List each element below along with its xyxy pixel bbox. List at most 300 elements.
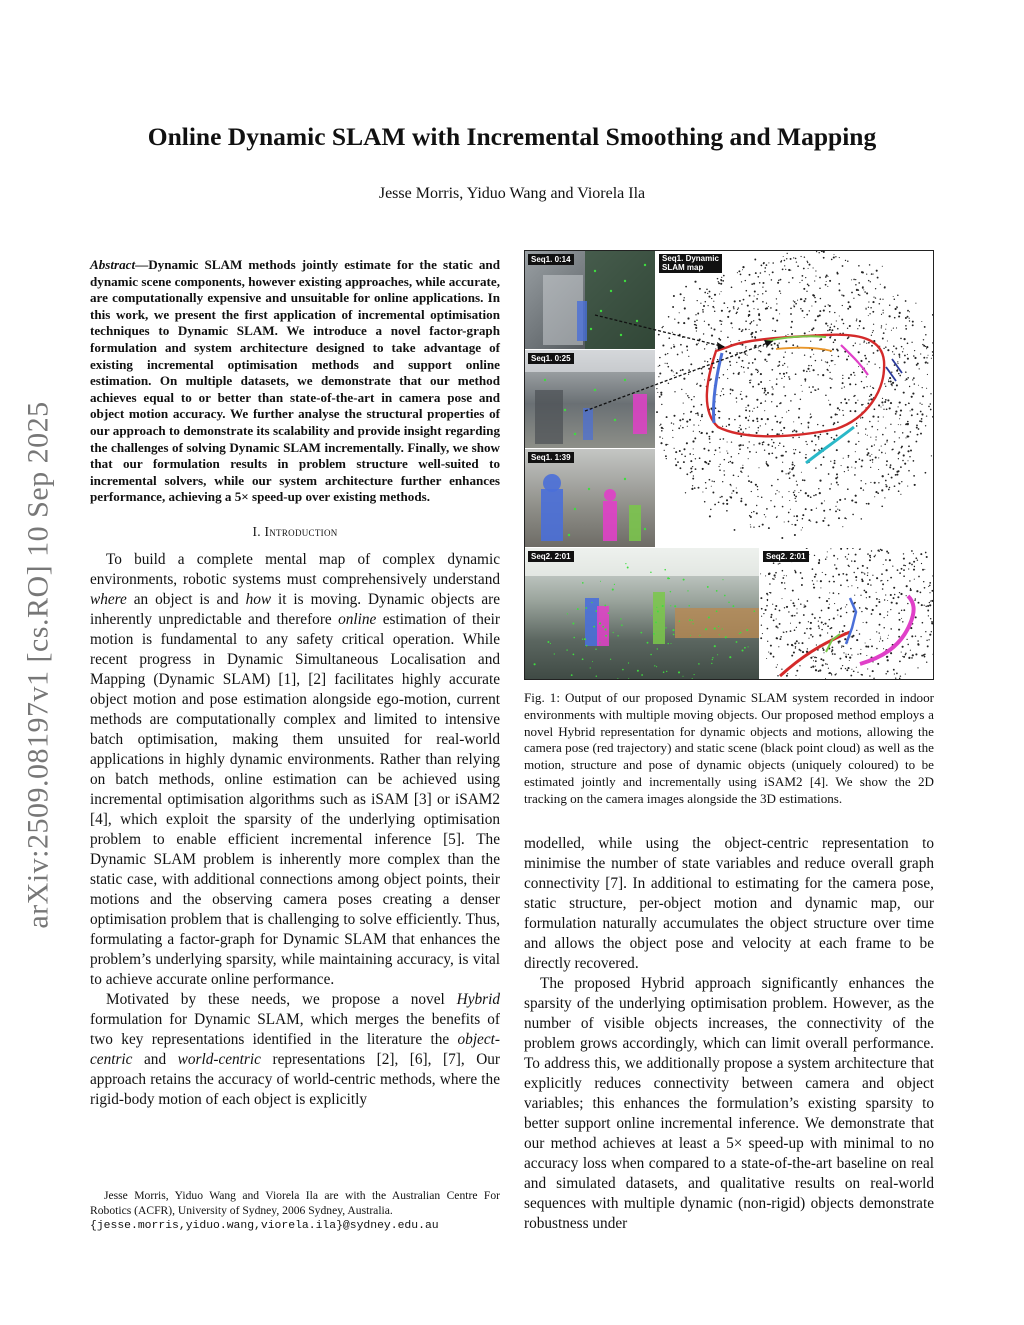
- map-point: [858, 289, 860, 291]
- map-point: [910, 410, 911, 411]
- map-point: [856, 423, 857, 424]
- map-point: [757, 486, 758, 487]
- map-point: [855, 343, 856, 344]
- map-point: [855, 284, 857, 286]
- map-point: [816, 657, 817, 658]
- map-point: [872, 459, 874, 461]
- map-point: [679, 450, 681, 452]
- map-point: [887, 615, 888, 616]
- map-point: [903, 575, 905, 577]
- map-point: [788, 472, 790, 474]
- map-point: [838, 356, 840, 358]
- map-point: [890, 609, 891, 610]
- map-point: [838, 574, 840, 576]
- map-point: [713, 301, 714, 302]
- map-point: [767, 444, 769, 446]
- map-point: [752, 300, 754, 302]
- map-point: [738, 328, 740, 330]
- map-point: [845, 606, 846, 607]
- map-point: [701, 368, 703, 370]
- map-point: [898, 406, 899, 407]
- map-point: [683, 413, 684, 414]
- map-point: [846, 358, 848, 360]
- map-point: [904, 338, 906, 340]
- map-point: [819, 277, 821, 279]
- map-point: [760, 597, 762, 599]
- map-point: [894, 317, 896, 319]
- map-point: [792, 645, 793, 646]
- camera-frame-image: [525, 548, 759, 680]
- map-point: [764, 388, 766, 390]
- map-point: [771, 369, 773, 371]
- map-point: [722, 388, 724, 390]
- map-point: [879, 632, 880, 633]
- map-point: [799, 665, 800, 666]
- map-point: [716, 394, 717, 395]
- map-point: [863, 489, 864, 490]
- map-point: [714, 504, 716, 506]
- map-point: [828, 668, 829, 669]
- map-point: [693, 475, 694, 476]
- map-point: [761, 616, 762, 617]
- map-point: [925, 346, 926, 347]
- map-point: [839, 257, 840, 258]
- map-point: [788, 282, 789, 283]
- map-point: [921, 563, 922, 564]
- map-point: [745, 320, 747, 322]
- map-point: [823, 652, 824, 653]
- map-point: [923, 654, 925, 656]
- map-point: [826, 600, 828, 602]
- map-point: [819, 310, 821, 312]
- map-point: [900, 410, 902, 412]
- map-point: [668, 383, 669, 384]
- map-point: [883, 627, 885, 629]
- map-point: [724, 459, 726, 461]
- map-point: [637, 670, 639, 672]
- map-point: [780, 430, 782, 432]
- footnote-text: Jesse Morris, Yiduo Wang and Viorela Ila are with the Australian Centre For Robotics (ACFR), University of Sydney, 2006 Sydney, Australia.: [90, 1189, 500, 1217]
- map-point: [848, 441, 850, 443]
- map-point: [912, 379, 913, 380]
- map-point: [708, 324, 710, 326]
- map-point: [749, 416, 750, 417]
- map-point: [869, 421, 871, 423]
- map-point: [729, 656, 731, 658]
- map-point: [778, 280, 779, 281]
- map-point: [682, 369, 684, 371]
- map-point: [591, 602, 592, 603]
- map-point: [605, 635, 607, 637]
- map-point: [714, 454, 715, 455]
- map-point: [794, 430, 796, 432]
- map-point: [895, 348, 897, 350]
- map-point: [895, 474, 897, 476]
- map-point: [848, 554, 849, 555]
- map-point: [905, 328, 907, 330]
- map-point: [694, 437, 696, 439]
- map-point: [691, 399, 693, 401]
- map-point: [891, 602, 893, 604]
- map-point: [814, 297, 815, 298]
- text-run: representations [2], [6], [7], Our approach retains the accuracy of world-centric methods, where the rigid-body motion of each object is explicitly: [90, 1050, 500, 1108]
- map-point: [830, 548, 831, 549]
- map-point: [736, 352, 738, 354]
- map-point: [893, 597, 895, 599]
- map-point: [921, 655, 923, 657]
- map-point: [853, 396, 854, 397]
- map-point: [823, 251, 825, 253]
- map-point: [856, 320, 857, 321]
- map-point: [867, 668, 868, 669]
- map-point: [713, 328, 715, 330]
- map-point: [617, 635, 619, 637]
- map-point: [752, 420, 754, 422]
- map-point: [901, 618, 902, 619]
- map-point: [741, 398, 743, 400]
- map-point: [799, 679, 800, 680]
- map-point: [874, 556, 876, 558]
- map-point: [818, 438, 819, 439]
- map-point: [783, 386, 784, 387]
- map-point: [887, 659, 889, 661]
- map-point: [751, 373, 753, 375]
- map-point: [795, 647, 796, 648]
- map-point: [807, 368, 809, 370]
- intro-paragraph-2: [90, 990, 500, 1110]
- map-point: [872, 609, 874, 611]
- map-point: [751, 512, 752, 513]
- map-point: [909, 562, 911, 564]
- map-point: [825, 678, 826, 679]
- map-point: [876, 577, 878, 579]
- map-point: [813, 295, 815, 297]
- map-point: [754, 259, 756, 261]
- map-point: [622, 669, 624, 671]
- map-point: [751, 283, 753, 285]
- frame-tag: Seq1. 1:39: [528, 452, 574, 463]
- map-point: [782, 496, 783, 497]
- map-point: [693, 448, 694, 449]
- map-point: [932, 355, 933, 356]
- map-point: [766, 307, 768, 309]
- map-point: [742, 269, 743, 270]
- map-point: [866, 567, 868, 569]
- map-point: [744, 647, 746, 649]
- map-point: [820, 587, 821, 588]
- map-point: [769, 380, 770, 381]
- map-point: [700, 303, 701, 304]
- right-column: [524, 834, 934, 1234]
- map-point: [773, 388, 774, 389]
- map-point: [658, 376, 659, 377]
- map-point: [762, 633, 763, 634]
- map-point: [763, 613, 764, 614]
- map-point: [806, 548, 808, 549]
- map-point: [890, 594, 892, 596]
- map-point: [758, 347, 759, 348]
- map-point: [801, 577, 803, 579]
- map-point: [812, 386, 814, 388]
- map-point: [898, 424, 899, 425]
- map-point: [766, 303, 767, 304]
- seq2-map-plot: [760, 548, 934, 680]
- map-point: [835, 477, 837, 479]
- map-point: [784, 260, 786, 262]
- map-point: [802, 651, 804, 653]
- map-point: [748, 476, 749, 477]
- map-point: [829, 604, 830, 605]
- map-point: [805, 508, 807, 510]
- map-point: [894, 441, 896, 443]
- map-point: [899, 418, 900, 419]
- map-point: [919, 402, 920, 403]
- map-point: [875, 456, 877, 458]
- map-point: [914, 357, 916, 359]
- map-point: [693, 370, 694, 371]
- map-point: [915, 635, 916, 636]
- map-point: [837, 273, 839, 275]
- map-point: [740, 394, 742, 396]
- map-point: [664, 450, 665, 451]
- map-point: [810, 521, 811, 522]
- map-point: [661, 404, 662, 405]
- map-point: [862, 417, 864, 419]
- map-point: [762, 286, 763, 287]
- map-point: [785, 351, 786, 352]
- map-point: [866, 655, 867, 656]
- map-point: [775, 572, 777, 574]
- map-point: [814, 576, 816, 578]
- map-point: [855, 495, 857, 497]
- map-point: [914, 484, 916, 486]
- map-point: [786, 258, 787, 259]
- map-point: [823, 649, 825, 651]
- map-point: [805, 277, 806, 278]
- map-point: [895, 678, 896, 679]
- map-point: [870, 437, 871, 438]
- abstract-lead: Abstract: [90, 257, 136, 272]
- map-point: [773, 562, 775, 564]
- map-point: [804, 378, 806, 380]
- map-point: [614, 584, 615, 585]
- map-point: [572, 622, 574, 624]
- map-point: [687, 426, 688, 427]
- map-point: [586, 645, 588, 647]
- map-point: [749, 441, 750, 442]
- map-point: [740, 435, 742, 437]
- map-point: [903, 569, 905, 571]
- map-point: [843, 323, 845, 325]
- map-point: [771, 439, 772, 440]
- map-point: [874, 482, 876, 484]
- map-point: [831, 483, 832, 484]
- caption-label: Fig. 1:: [524, 690, 560, 705]
- map-point: [776, 421, 778, 423]
- map-point: [751, 491, 752, 492]
- map-point: [886, 441, 887, 442]
- map-point: [807, 600, 809, 602]
- map-point: [879, 303, 881, 305]
- map-point: [787, 366, 788, 367]
- map-point: [659, 436, 661, 438]
- map-point: [792, 344, 794, 346]
- map-point: [888, 489, 890, 491]
- map-point: [771, 393, 773, 395]
- map-point: [653, 633, 655, 635]
- map-point: [907, 354, 908, 355]
- map-point: [781, 669, 782, 670]
- map-point: [873, 352, 875, 354]
- map-point: [885, 480, 887, 482]
- map-point: [887, 638, 888, 639]
- map-point: [776, 303, 777, 304]
- map-point: [767, 418, 769, 420]
- map-point: [816, 644, 817, 645]
- map-point: [861, 518, 863, 520]
- map-point: [785, 451, 787, 453]
- map-point: [731, 441, 732, 442]
- map-point: [924, 656, 926, 658]
- map-point: [790, 326, 792, 328]
- map-point: [932, 416, 934, 418]
- map-point: [790, 630, 792, 632]
- map-point: [674, 391, 675, 392]
- map-point: [843, 652, 844, 653]
- map-point: [761, 608, 763, 610]
- map-point: [691, 471, 693, 473]
- map-point: [844, 638, 846, 640]
- map-point: [900, 338, 902, 340]
- map-point: [811, 613, 813, 615]
- map-point: [628, 678, 629, 679]
- map-point: [789, 468, 790, 469]
- map-point: [811, 349, 813, 351]
- map-point: [767, 599, 769, 601]
- map-point: [757, 309, 758, 310]
- map-point: [871, 273, 873, 275]
- map-point: [843, 414, 844, 415]
- map-point: [879, 551, 880, 552]
- map-point: [767, 594, 768, 595]
- map-point: [795, 501, 796, 502]
- map-point: [690, 363, 692, 365]
- map-point: [798, 492, 799, 493]
- map-point: [690, 635, 691, 636]
- map-point: [853, 345, 855, 347]
- map-point: [915, 441, 917, 443]
- map-point: [878, 482, 879, 483]
- map-point: [831, 673, 832, 674]
- map-point: [736, 313, 738, 315]
- map-point: [731, 485, 732, 486]
- map-point: [721, 291, 722, 292]
- map-point: [871, 426, 873, 428]
- map-point: [926, 357, 927, 358]
- map-point: [745, 396, 747, 398]
- map-point: [756, 512, 758, 514]
- map-point: [764, 359, 766, 361]
- map-point: [832, 647, 834, 649]
- map-point: [691, 488, 693, 490]
- map-point: [741, 472, 742, 473]
- map-point: [853, 635, 855, 637]
- map-point: [912, 321, 914, 323]
- map-point: [857, 587, 858, 588]
- map-point: [771, 279, 773, 281]
- map-point: [767, 392, 769, 394]
- map-point: [828, 400, 829, 401]
- map-point: [842, 665, 843, 666]
- map-point: [683, 322, 685, 324]
- map-point: [860, 480, 861, 481]
- map-point: [778, 646, 779, 647]
- map-point: [771, 401, 772, 402]
- map-point: [718, 501, 720, 503]
- map-point: [779, 361, 781, 363]
- map-point: [602, 626, 604, 628]
- map-point: [897, 363, 898, 364]
- map-point: [897, 569, 899, 571]
- map-point: [920, 353, 921, 354]
- map-point: [842, 265, 844, 267]
- map-point: [876, 270, 878, 272]
- map-point: [757, 276, 759, 278]
- map-point: [905, 325, 907, 327]
- map-point: [749, 451, 751, 453]
- map-point: [924, 569, 925, 570]
- map-point: [868, 342, 870, 344]
- map-point: [659, 365, 660, 366]
- map-point: [901, 481, 902, 482]
- map-point: [770, 592, 772, 594]
- map-point: [842, 630, 844, 632]
- map-point: [756, 432, 758, 434]
- map-point: [732, 490, 734, 492]
- map-point: [742, 266, 744, 268]
- map-point: [747, 305, 749, 307]
- map-point: [716, 590, 718, 592]
- map-point: [767, 628, 769, 630]
- map-point: [887, 399, 889, 401]
- map-point: [859, 458, 861, 460]
- map-point: [693, 454, 694, 455]
- map-point: [875, 491, 877, 493]
- map-point: [746, 290, 748, 292]
- map-point: [793, 305, 794, 306]
- map-point: [831, 360, 833, 362]
- map-point: [727, 453, 728, 454]
- map-point: [692, 440, 694, 442]
- map-point: [680, 370, 682, 372]
- text-run: Motivated by these needs, we propose a novel: [106, 990, 457, 1008]
- map-point: [863, 289, 864, 290]
- map-point: [657, 392, 658, 393]
- map-point: [829, 619, 831, 621]
- map-point: [729, 352, 731, 354]
- map-point: [845, 656, 847, 658]
- map-point: [887, 600, 888, 601]
- map-point: [805, 380, 807, 382]
- map-point: [770, 653, 772, 655]
- map-point: [671, 347, 672, 348]
- map-point: [730, 393, 731, 394]
- map-point: [811, 440, 813, 442]
- map-point: [804, 317, 805, 318]
- map-point: [711, 486, 712, 487]
- map-point: [785, 269, 786, 270]
- map-point: [727, 316, 729, 318]
